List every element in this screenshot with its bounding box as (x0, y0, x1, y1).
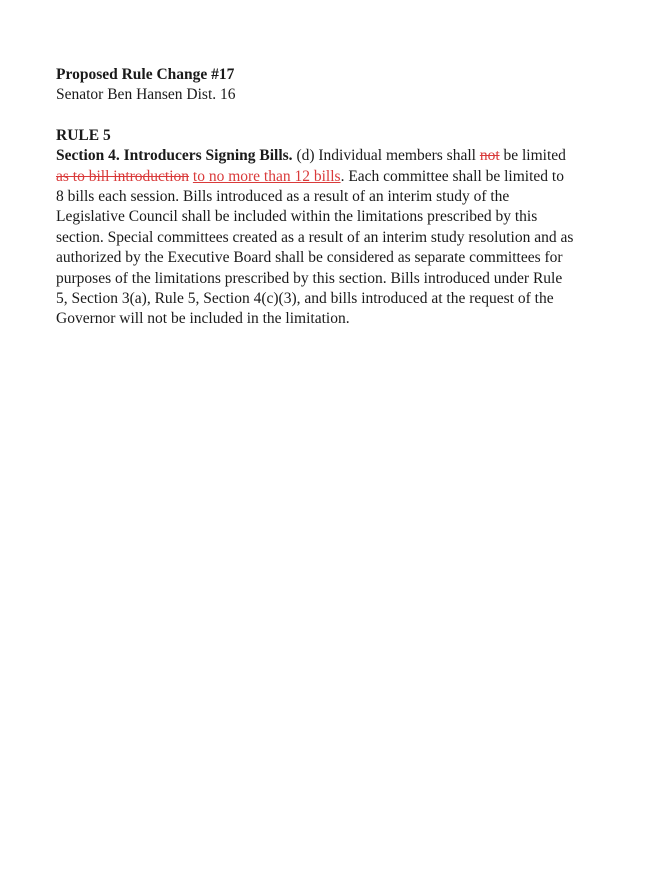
section-line: purposes of the limitations prescribed by this section. Bills introduced under Rule (56, 269, 563, 287)
section-line-1 (56, 146, 601, 166)
section-line: Governor will not be included in the limitation. (56, 310, 350, 328)
rule-heading: RULE 5 (56, 126, 111, 144)
section-line: 5, Section 3(a), Rule 5, Section 4(c)(3), and bills introduced at the request of the (56, 290, 554, 308)
document-page (56, 65, 601, 330)
section-title: Section 4. Introducers Signing Bills. (56, 147, 293, 165)
sponsor-line: Senator Ben Hansen Dist. 16 (56, 86, 236, 104)
section-line-2 (56, 167, 601, 187)
section-line: section. Special committees created as a result of an interim study resolution and as (56, 228, 574, 246)
spacer (56, 106, 601, 126)
section-text: . Each committee shall be limited to (340, 167, 564, 185)
section-line: Legislative Council shall be included within the limitations prescribed by this (56, 208, 538, 226)
section-line: authorized by the Executive Board shall be considered as separate committees for (56, 249, 563, 267)
document-title: Proposed Rule Change #17 (56, 66, 235, 83)
deleted-text: not (479, 147, 500, 165)
section-line: 8 bills each session. Bills introduced as a result of an interim study of the (56, 188, 510, 206)
section-text: (d) Individual members shall (292, 147, 480, 165)
inserted-text: to no more than 12 bills (192, 167, 341, 185)
deleted-text: as to bill introduction (56, 167, 190, 185)
section-text: be limited (499, 147, 566, 165)
